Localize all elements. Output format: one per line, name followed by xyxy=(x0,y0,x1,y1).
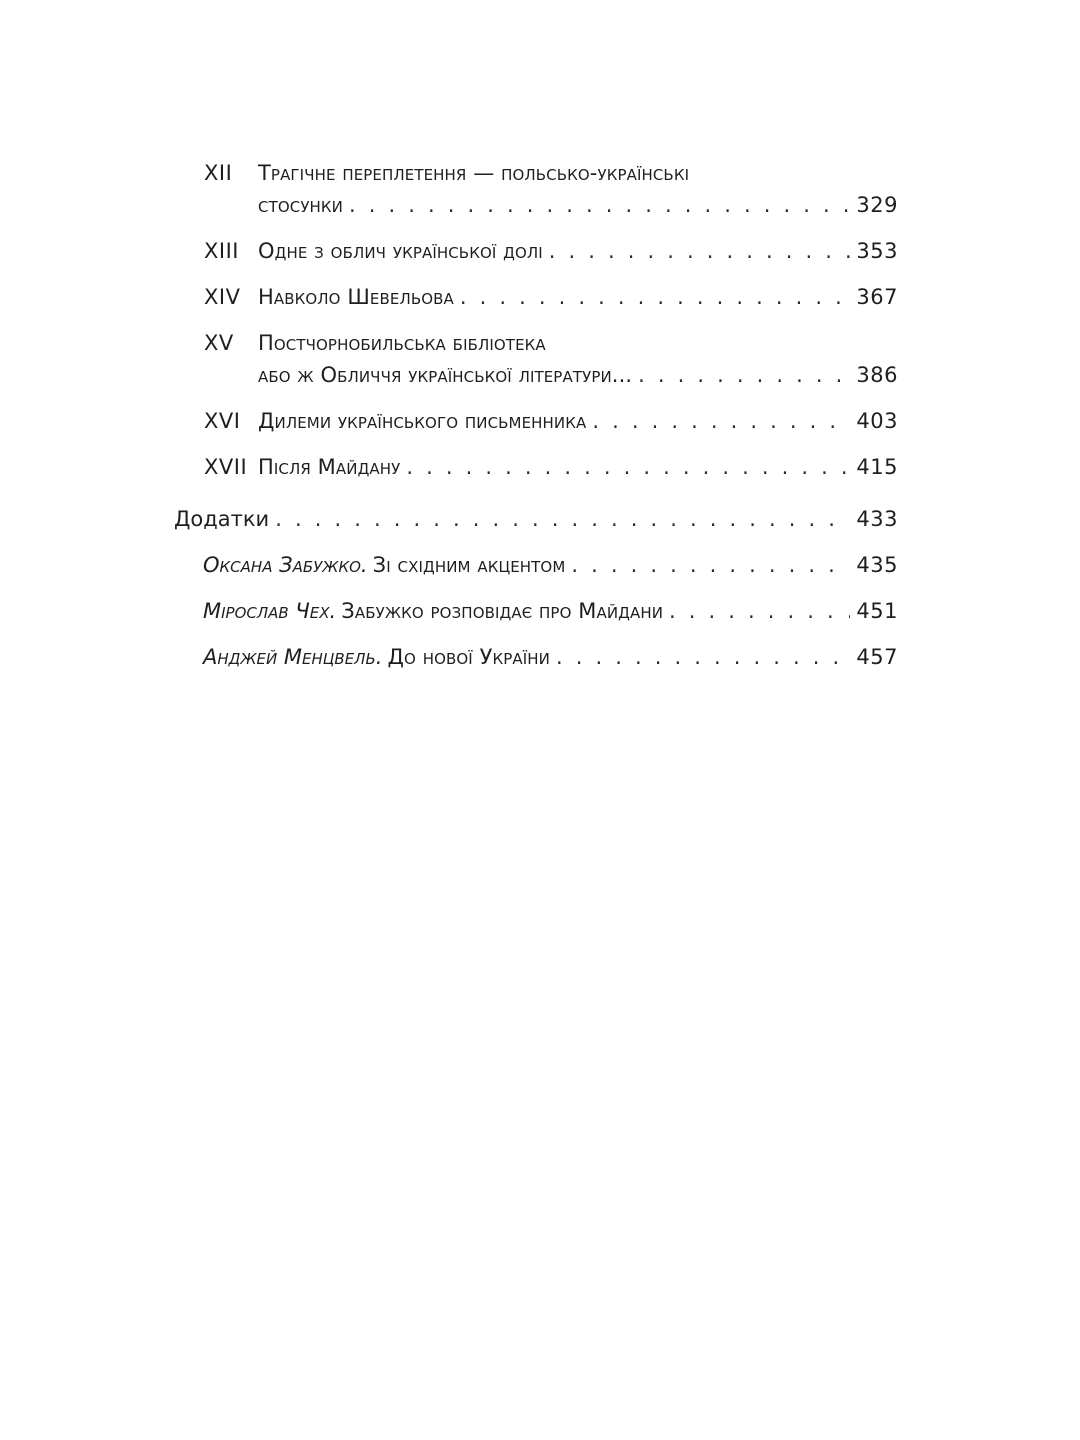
chapter-numeral: XIII xyxy=(204,239,239,263)
dot-leader xyxy=(556,642,850,672)
author-name: Анджей Менцвель. xyxy=(203,645,383,669)
dot-leader xyxy=(638,360,850,390)
chapter-numeral: XVII xyxy=(204,455,248,479)
appendix-title: Додатки xyxy=(174,507,270,531)
toc-entry-line xyxy=(203,642,898,672)
toc-entry-line xyxy=(258,190,898,220)
page-number: 367 xyxy=(856,285,898,309)
dot-leader xyxy=(349,190,850,220)
author-name: Оксана Забужко. xyxy=(203,553,368,577)
chapter-title: Після Майдану xyxy=(258,455,401,479)
chapter-numeral: XV xyxy=(204,331,234,355)
page-number: 329 xyxy=(856,193,898,217)
chapter-title: Трагічне переплетення — польсько-українські xyxy=(258,161,690,185)
toc-entry-line xyxy=(174,504,898,534)
page-number: 457 xyxy=(856,645,898,669)
dot-leader xyxy=(549,236,851,266)
toc-entry-line xyxy=(258,406,898,436)
dot-leader xyxy=(406,452,850,482)
chapter-title-continued: або ж Обличчя української літератури... xyxy=(258,363,633,387)
toc-entry-line xyxy=(258,236,898,266)
toc-entry-line xyxy=(203,596,898,626)
toc-entry-line xyxy=(258,282,898,312)
chapter-title: Постчорнобильська бібліотека xyxy=(258,331,546,355)
article-title: До нової України xyxy=(387,645,550,669)
page-number: 435 xyxy=(856,553,898,577)
page-number: 386 xyxy=(856,363,898,387)
toc-entry-line xyxy=(258,360,898,390)
page-number: 403 xyxy=(856,409,898,433)
chapter-numeral: XIV xyxy=(204,285,241,309)
toc-entry-line xyxy=(258,158,898,188)
article-title: Забужко розповідає про Майдани xyxy=(341,599,664,623)
dot-leader xyxy=(571,550,850,580)
page-number: 353 xyxy=(856,239,898,263)
toc-entry-line xyxy=(258,452,898,482)
page-number: 451 xyxy=(856,599,898,623)
chapter-title-continued: стосунки xyxy=(258,193,344,217)
chapter-title: Навколо Шевельова xyxy=(258,285,454,309)
dot-leader xyxy=(460,282,851,312)
chapter-numeral: XVI xyxy=(204,409,241,433)
author-name: Мірослав Чех. xyxy=(203,599,337,623)
page-number: 415 xyxy=(856,455,898,479)
dot-leader xyxy=(669,596,850,626)
article-title: Зі східним акцентом xyxy=(372,553,566,577)
chapter-title: Одне з облич української долі xyxy=(258,239,543,263)
toc-entry-line xyxy=(203,550,898,580)
page-number: 433 xyxy=(856,507,898,531)
dot-leader xyxy=(592,406,850,436)
chapter-numeral: XII xyxy=(204,161,233,185)
chapter-title: Дилеми українського письменника xyxy=(258,409,587,433)
toc-entry-line xyxy=(258,328,898,358)
dot-leader xyxy=(275,504,850,534)
